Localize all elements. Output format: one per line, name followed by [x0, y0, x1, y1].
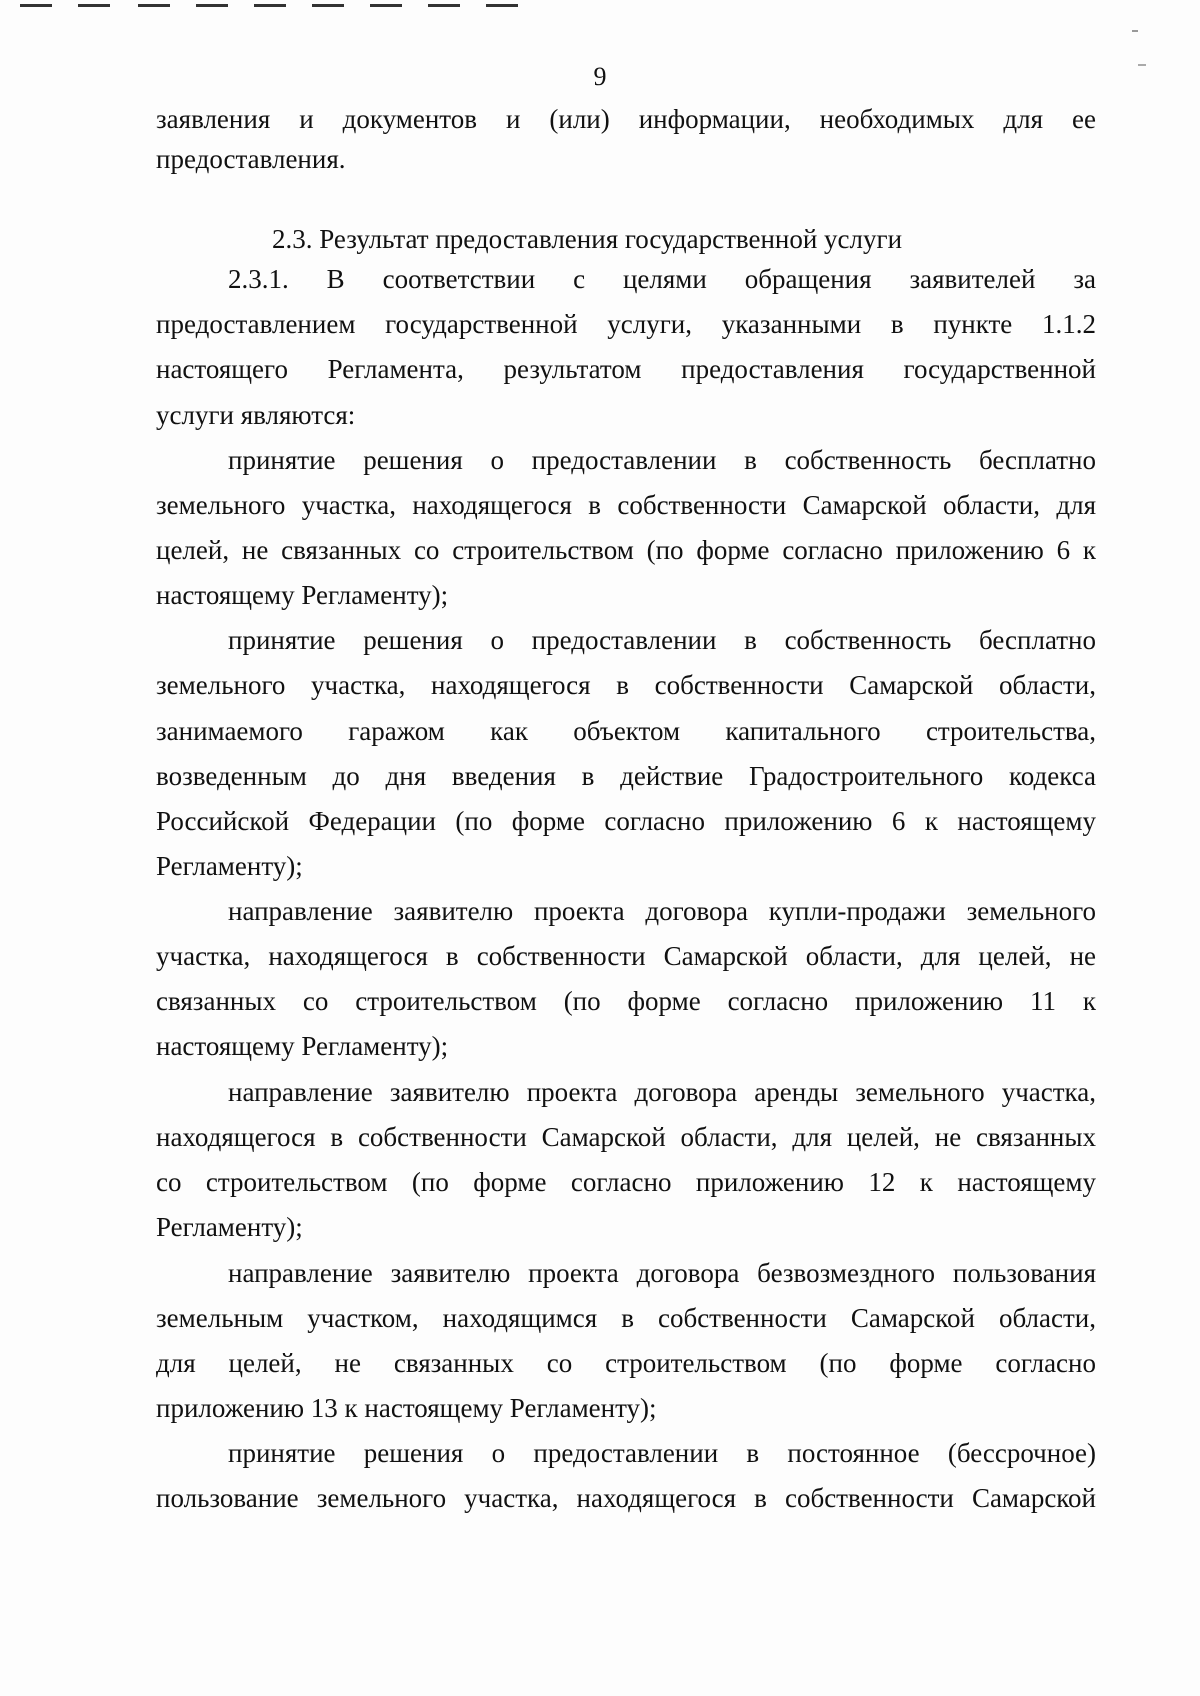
text-line: предоставлением государственной услуги, указанными в пункте 1.1.2 — [156, 309, 1096, 339]
text-line: участка, находящегося в собственности Самарской области, для целей, не — [156, 941, 1096, 971]
text-line: со строительством (по форме согласно приложению 12 к настоящему — [156, 1167, 1096, 1197]
text-line: предоставления. — [156, 144, 346, 174]
page-number: 9 — [593, 62, 607, 91]
text-line: принятие решения о предоставлении в постоянное (бессрочное) — [228, 1438, 1096, 1468]
text-line: находящегося в собственности Самарской области, для целей, не связанных — [156, 1122, 1096, 1152]
text-line: пользование земельного участка, находящегося в собственности Самарской — [156, 1483, 1096, 1513]
section-heading: 2.3. Результат предоставления государственной услуги — [272, 224, 903, 254]
text-line: настоящего Регламента, результатом предоставления государственной — [156, 354, 1096, 384]
text-line: принятие решения о предоставлении в собственность бесплатно — [228, 625, 1096, 655]
text-line: возведенным до дня введения в действие Градостроительного кодекса — [156, 761, 1096, 791]
text-line: приложению 13 к настоящему Регламенту); — [156, 1393, 657, 1423]
text-line: направление заявителю проекта договора безвозмездного пользования — [228, 1258, 1096, 1288]
scan-border-dashes — [0, 0, 560, 14]
text-line: заявления и документов и (или) информации, необходимых для ее — [156, 104, 1096, 134]
text-line: услуги являются: — [156, 400, 356, 430]
text-line: настоящему Регламенту); — [156, 580, 449, 610]
text-line: занимаемого гаражом как объектом капитального строительства, — [156, 716, 1096, 746]
text-line: направление заявителю проекта договора купли-продажи земельного — [228, 896, 1096, 926]
text-line: связанных со строительством (по форме согласно приложению 11 к — [156, 986, 1096, 1016]
text-line: земельного участка, находящегося в собственности Самарской области, — [156, 670, 1096, 700]
text-line: Регламенту); — [156, 1212, 303, 1242]
text-line: направление заявителю проекта договора аренды земельного участка, — [228, 1077, 1096, 1107]
text-line: Регламенту); — [156, 851, 303, 881]
text-line: земельным участком, находящимся в собственности Самарской области, — [156, 1303, 1096, 1333]
text-line: земельного участка, находящегося в собственности Самарской области, для — [156, 490, 1096, 520]
text-line: для целей, не связанных со строительством (по форме согласно — [156, 1348, 1096, 1378]
text-line: 2.3.1. В соответствии с целями обращения заявителей за — [228, 264, 1096, 294]
text-line: целей, не связанных со строительством (по форме согласно приложению 6 к — [156, 535, 1096, 565]
text-line: Российской Федерации (по форме согласно приложению 6 к настоящему — [156, 806, 1096, 836]
text-line: настоящему Регламенту); — [156, 1031, 449, 1061]
text-line: принятие решения о предоставлении в собственность бесплатно — [228, 445, 1096, 475]
